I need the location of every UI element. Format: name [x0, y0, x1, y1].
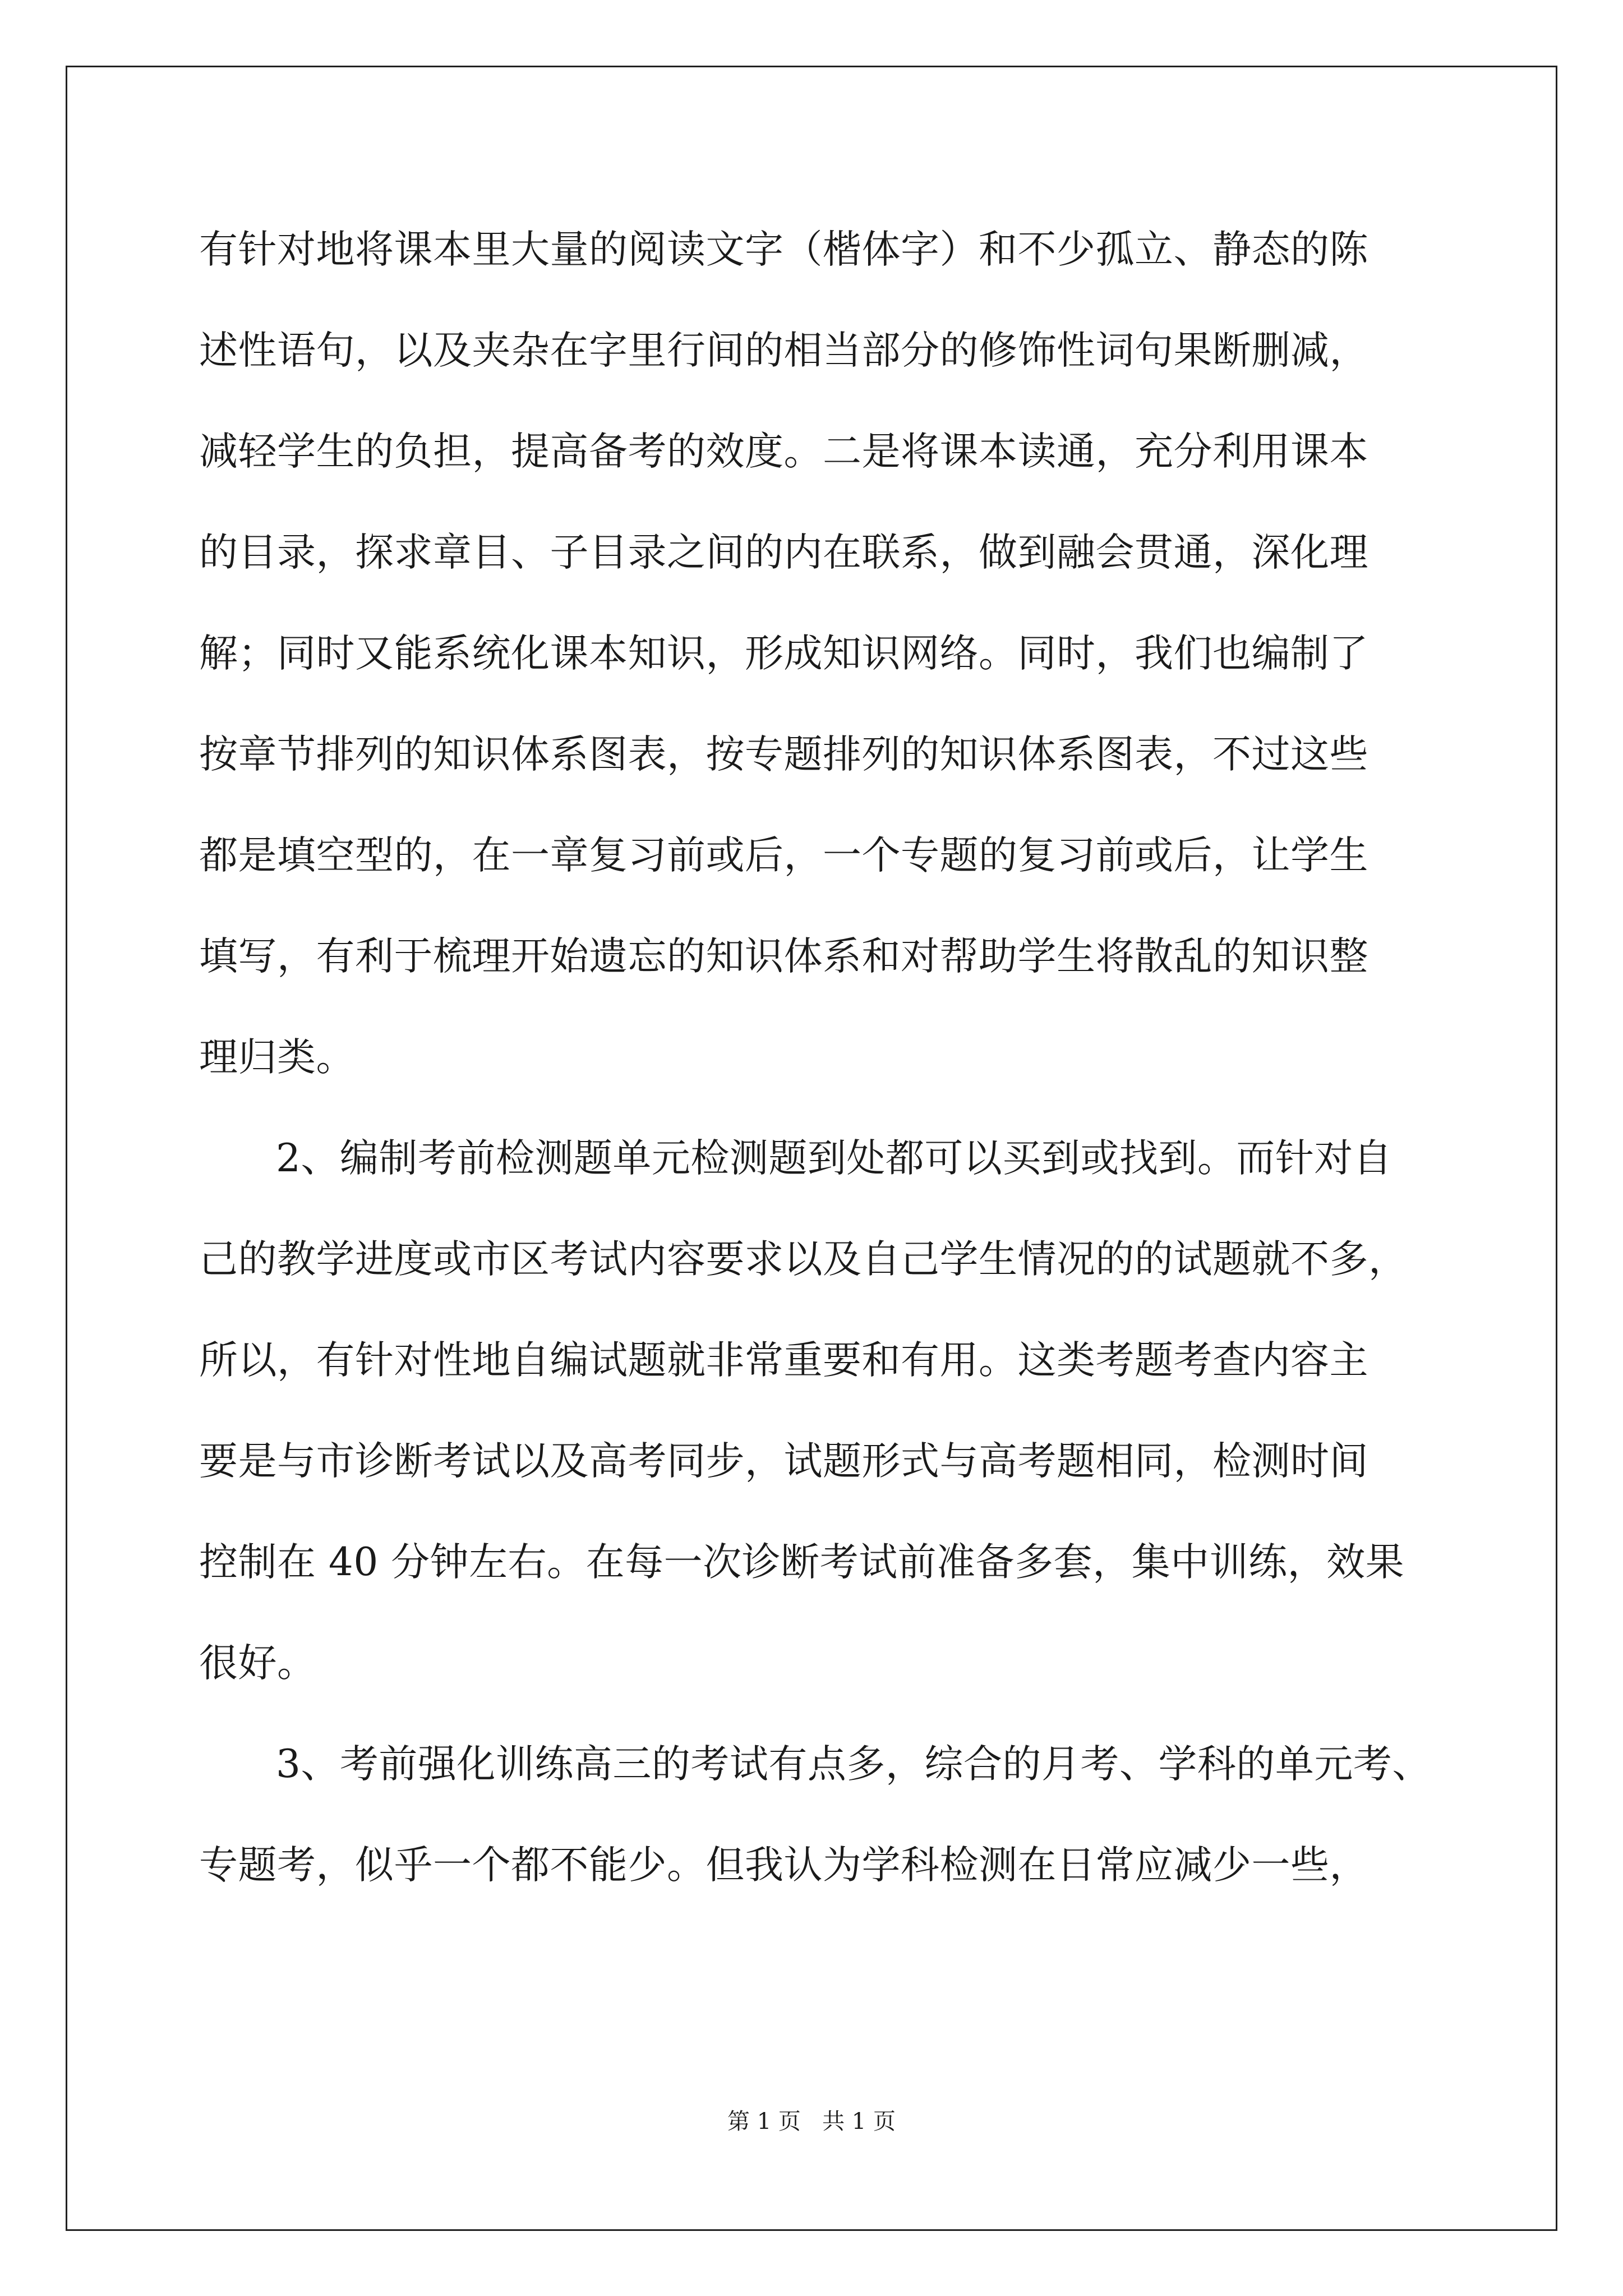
text-line: 减轻学生的负担，提高备考的效度。二是将课本读通，充分利用课本	[199, 429, 1368, 474]
text-line: 所以，有针对性地自编试题就非常重要和有用。这类考题考查内容主	[199, 1338, 1368, 1383]
text-line: 解；同时又能系统化课本知识，形成知识网络。同时，我们也编制了	[199, 631, 1368, 676]
text-line: 要是与市诊断考试以及高考同步，试题形式与高考题相同，检测时间	[199, 1439, 1368, 1484]
text-line: 填写，有利于梳理开始遗忘的知识体系和对帮助学生将散乱的知识整	[199, 934, 1368, 979]
text-line: 控制在 40 分钟左右。在每一次诊断考试前准备多套，集中训练，效果	[199, 1540, 1405, 1585]
text-line: 理归类。	[199, 1035, 355, 1080]
text-line: 很好。	[199, 1641, 316, 1686]
text-line: 有针对地将课本里大量的阅读文字（楷体字）和不少孤立、静态的陈	[199, 227, 1368, 272]
text-line: 按章节排列的知识体系图表，按专题排列的知识体系图表，不过这些	[199, 732, 1368, 777]
text-line: 的目录，探求章目、子目录之间的内在联系，做到融会贯通，深化理	[199, 530, 1368, 575]
page-footer: 第 1 页 共 1 页	[727, 2109, 896, 2134]
text-line: 述性语句，以及夹杂在字里行间的相当部分的修饰性词句果断删减，	[199, 328, 1368, 373]
paragraph-3-first-line: 3、考前强化训练高三的考试有点多，综合的月考、学科的单元考、	[276, 1742, 1431, 1787]
paragraph-2-first-line: 2、编制考前检测题单元检测题到处都可以买到或找到。而针对自	[276, 1136, 1393, 1181]
text-line: 专题考，似乎一个都不能少。但我认为学科检测在日常应减少一些，	[199, 1843, 1368, 1888]
text-line: 己的教学进度或市区考试内容要求以及自己学生情况的的试题就不多，	[199, 1237, 1408, 1282]
text-line: 都是填空型的，在一章复习前或后，一个专题的复习前或后，让学生	[199, 833, 1368, 878]
